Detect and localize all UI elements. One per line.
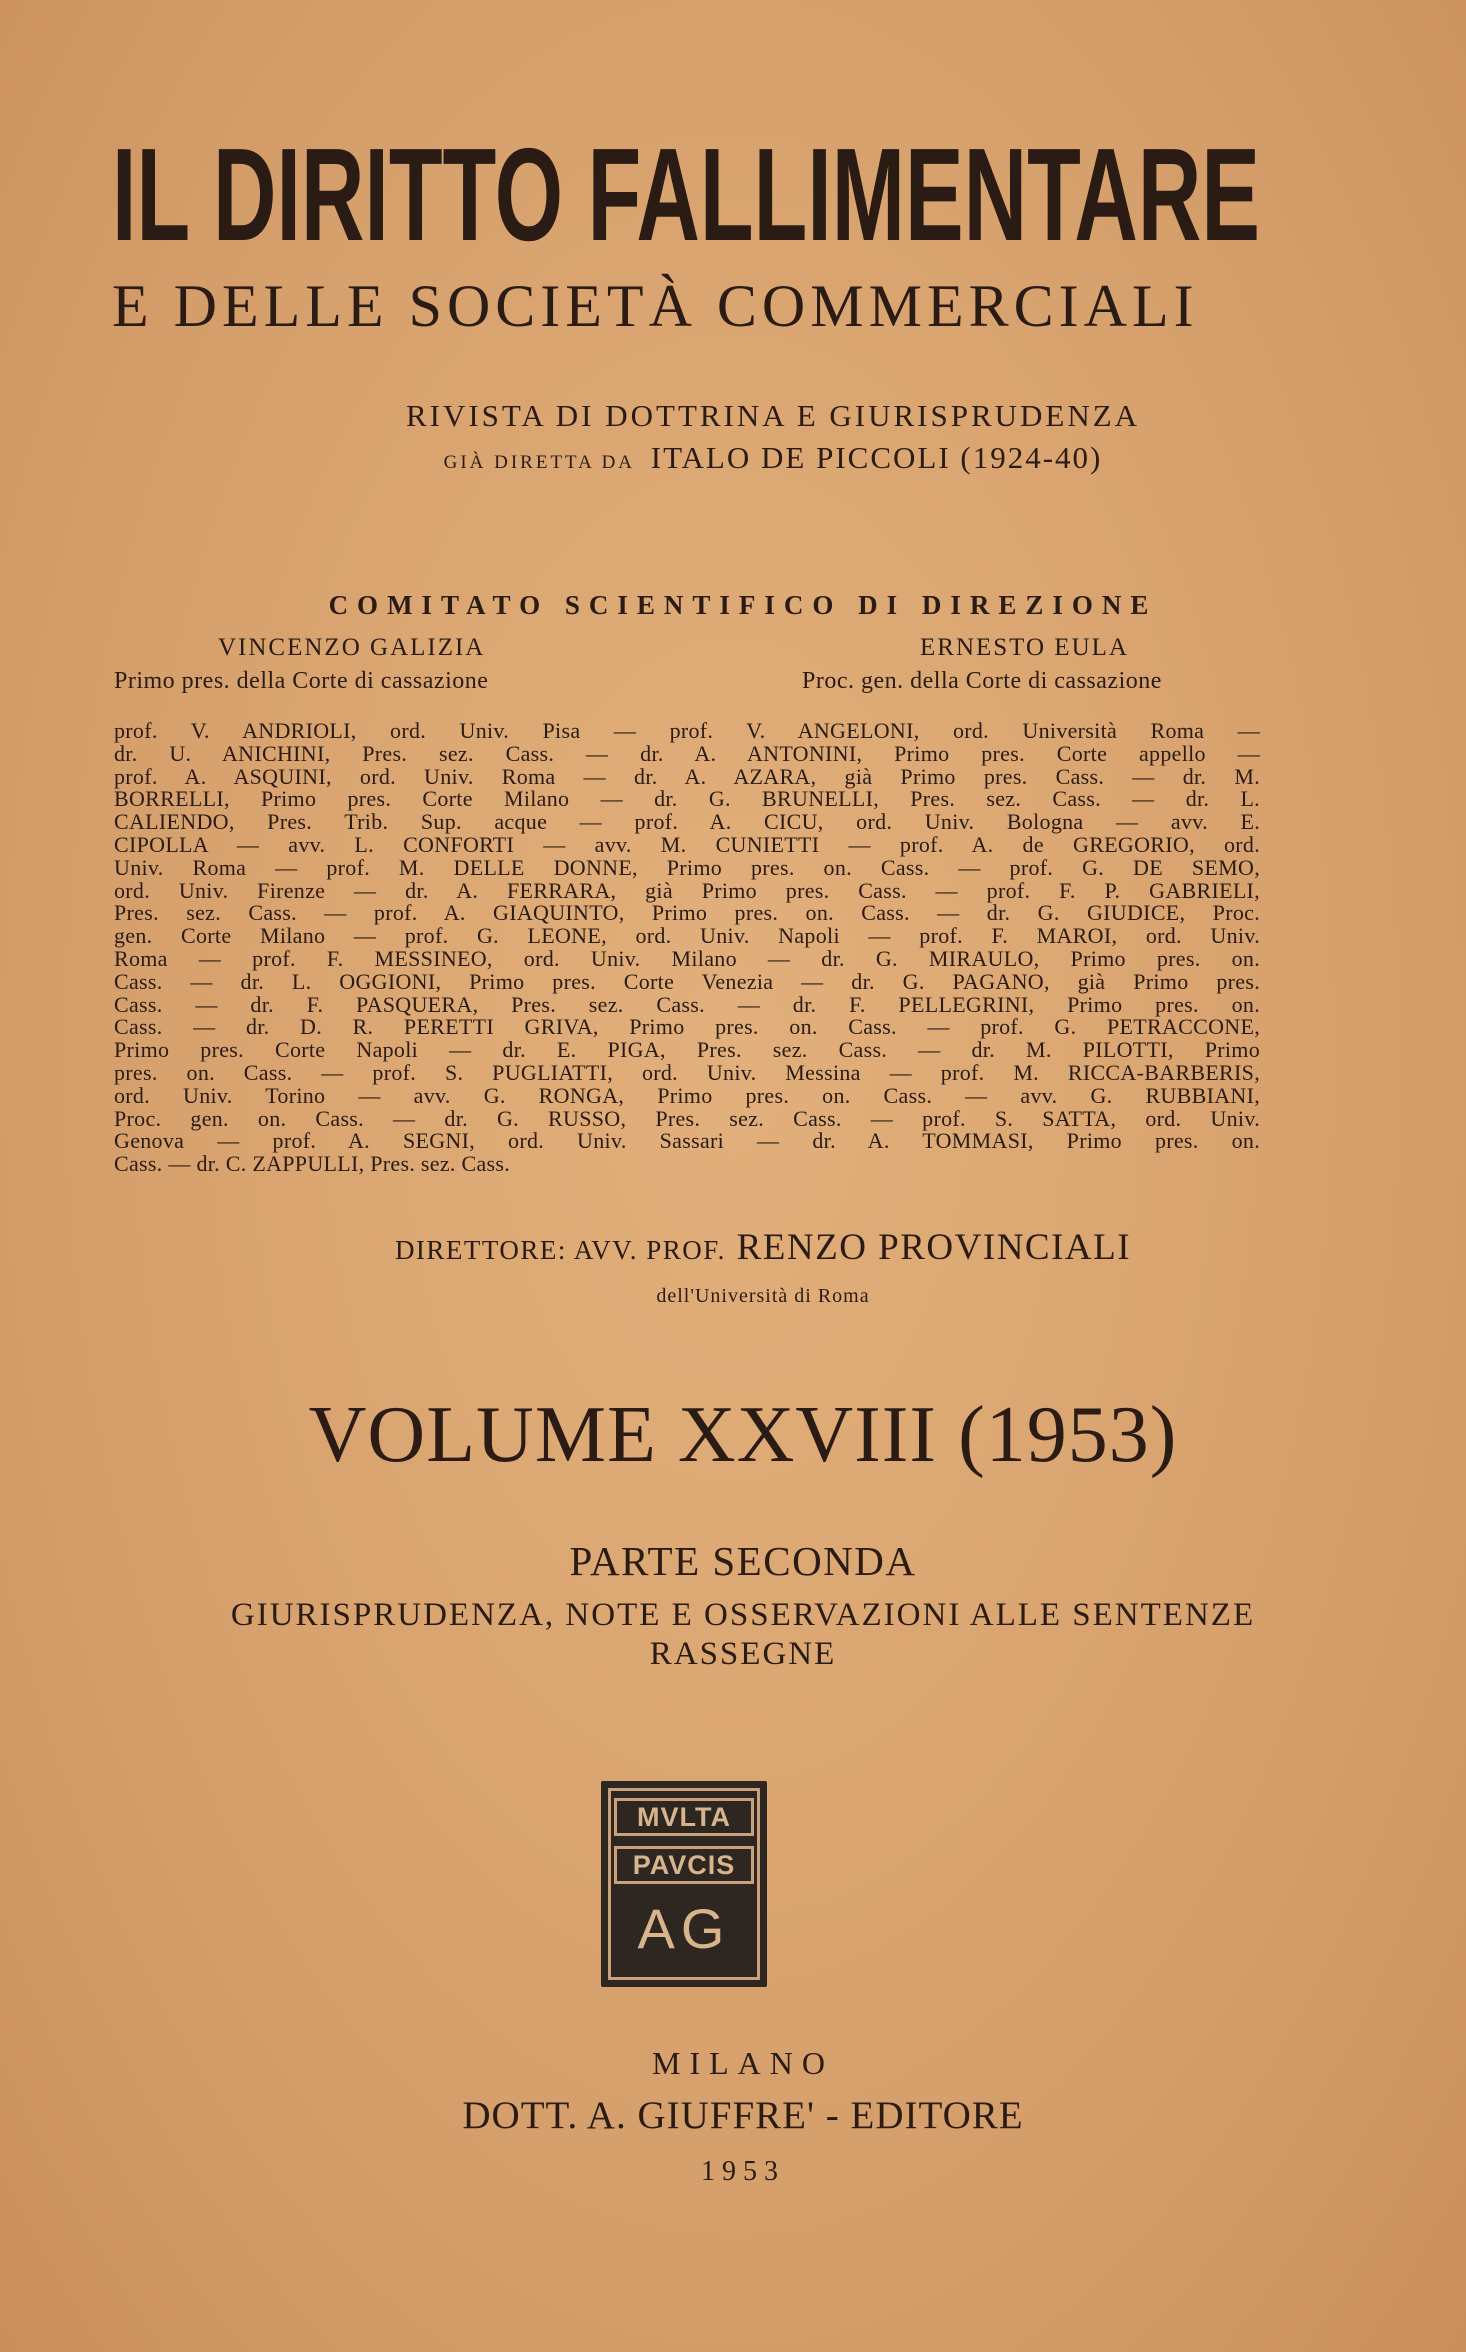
committee-members [114,720,1260,1176]
imprint-publisher: DOTT. A. GIUFFRE' - EDITORE [462,2094,1024,2137]
member-line: Primo pres. Corte Napoli — dr. E. PIGA, Pres. sez. Cass. — dr. M. PILOTTI, Primo [114,1037,1260,1063]
member-line: CALIENDO, Pres. Trib. Sup. acque — prof. A. CICU, ord. Univ. Bologna — avv. E. [114,809,1260,835]
president-left-role: Primo pres. della Corte di cassazione [114,668,489,694]
member-line: Proc. gen. on. Cass. — dr. G. RUSSO, Pres. sez. Cass. — prof. S. SATTA, ord. Univ. [114,1105,1260,1131]
parte-heading: PARTE SECONDA [569,1538,917,1584]
volume-title: VOLUME XXVIII (1953) [308,1391,1178,1479]
member-line: ord. Univ. Firenze — dr. A. FERRARA, già Primo pres. Cass. — prof. F. P. GABRIELI, [114,877,1260,903]
member-line: BORRELLI, Primo pres. Corte Milano — dr. G. BRUNELLI, Pres. sez. Cass. — dr. L. [114,786,1260,812]
publisher-logo [601,1781,767,1987]
member-line: Pres. sez. Cass. — prof. A. GIAQUINTO, Primo pres. on. Cass. — dr. G. GIUDICE, Proc. [114,900,1260,926]
president-left-name: VINCENZO GALIZIA [218,634,486,661]
imprint-city: MILANO [652,2045,834,2081]
imprint-year: 1953 [701,2156,785,2187]
comitato-heading: COMITATO SCIENTIFICO DI DIREZIONE [328,590,1158,620]
direttore-line [0,1226,1466,1269]
member-line: Cass. — dr. L. OGGIONI, Primo pres. Corte Venezia — dr. G. PAGANO, già Primo pres. [114,968,1260,994]
president-right-name: ERNESTO EULA [920,634,1129,661]
member-line: Cass. — dr. D. R. PERETTI GRIVA, Primo pres. on. Cass. — prof. G. PETRACCONE, [114,1014,1260,1040]
journal-title [112,118,1262,278]
president-right-role: Proc. gen. della Corte di cassazione [802,668,1162,694]
rivista-line: RIVISTA DI DOTTRINA E GIURISPRUDENZA [405,398,1141,433]
direttore-affiliation: dell'Università di Roma [656,1285,870,1307]
member-line: gen. Corte Milano — prof. G. LEONE, ord. Univ. Napoli — prof. F. MAROI, ord. Univ. [114,923,1260,949]
founder-line [0,440,1466,476]
journal-subtitle: E DELLE SOCIETÀ COMMERCIALI [112,273,1199,339]
journal-title-svg [112,118,1262,278]
direttore-name: RENZO PROVINCIALI [736,1227,1132,1268]
logo-word-paucis: PAVCIS [614,1846,754,1884]
journal-title-text: IL DIRITTO FALLIMENTARE [112,121,1260,268]
member-line: pres. on. Cass. — prof. S. PUGLIATTI, ord. Univ. Messina — prof. M. RICCA-BARBERIS, [114,1059,1260,1085]
member-line: Univ. Roma — prof. M. DELLE DONNE, Primo pres. on. Cass. — prof. G. DE SEMO, [114,854,1260,880]
founder-name: ITALO DE PICCOLI (1924-40) [650,440,1103,475]
contents-line: GIURISPRUDENZA, NOTE E OSSERVAZIONI ALLE SENTENZE [230,1597,1256,1633]
member-line: CIPOLLA — avv. L. CONFORTI — avv. M. CUNIETTI — prof. A. de GREGORIO, ord. [114,831,1260,857]
member-line: prof. V. ANDRIOLI, ord. Univ. Pisa — prof. V. ANGELONI, ord. Università Roma — [114,718,1260,743]
member-line: Cass. — dr. F. PASQUERA, Pres. sez. Cass. — dr. F. PELLEGRINI, Primo pres. on. [114,991,1260,1017]
member-line: Genova — prof. A. SEGNI, ord. Univ. Sassari — dr. A. TOMMASI, Primo pres. on. [114,1128,1260,1154]
rassegne-line: RASSEGNE [649,1636,837,1672]
logo-initials: AG [637,1897,731,1960]
member-line: dr. U. ANICHINI, Pres. sez. Cass. — dr. A. ANTONINI, Primo pres. Corte appello — [114,740,1260,766]
gia-diretta-label: GIÀ DIRETTA DA [443,452,636,473]
member-line: Roma — prof. F. MESSINEO, ord. Univ. Milano — dr. G. MIRAULO, Primo pres. on. [114,945,1260,971]
member-line: Cass. — dr. C. ZAPPULLI, Pres. sez. Cass. [114,1151,511,1177]
direttore-label: DIRETTORE: AVV. PROF. [394,1235,726,1265]
logo-word-multa: MVLTA [614,1798,754,1836]
member-line: prof. A. ASQUINI, ord. Univ. Roma — dr. A. AZARA, già Primo pres. Cass. — dr. M. [114,763,1260,789]
member-line: ord. Univ. Torino — avv. G. RONGA, Primo pres. on. Cass. — avv. G. RUBBIANI, [114,1082,1260,1108]
